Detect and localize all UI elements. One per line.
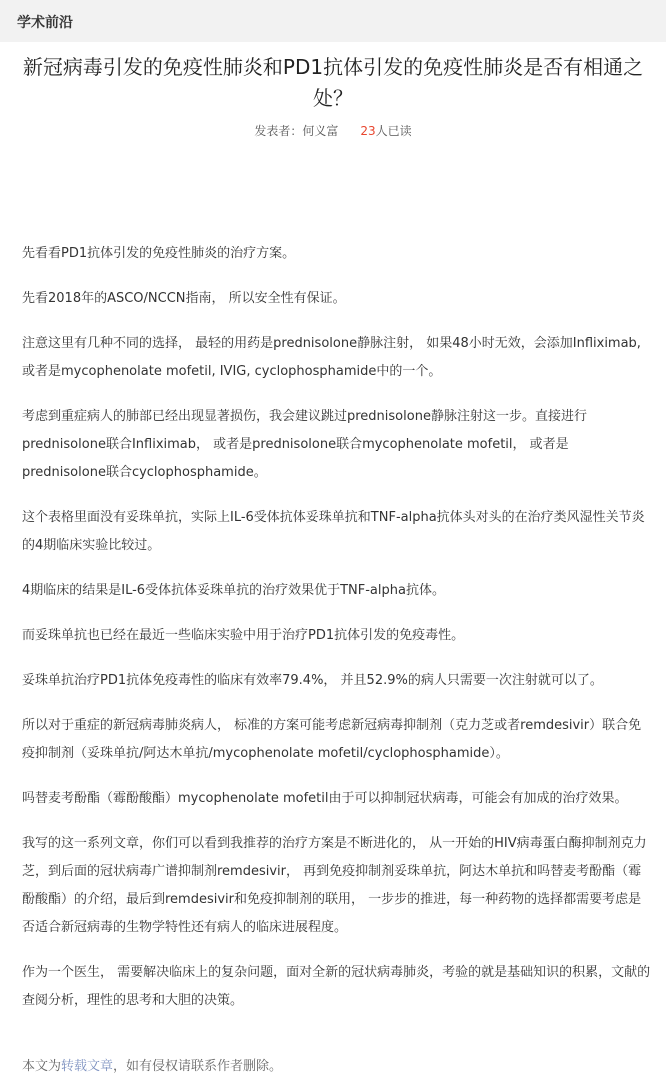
paragraph: 注意这里有几种不同的选择， 最轻的用药是prednisolone静脉注射， 如果48小时无效，会添加Infliximab, 或者是mycophenolate mofetil, IVIG, cyclophosphamide中的一个。 xyxy=(22,336,641,379)
reprint-label: 转载文章 xyxy=(61,1059,114,1074)
reprint-suffix: ，如有侵权请联系作者删除。 xyxy=(113,1059,283,1074)
paragraph: 这个表格里面没有妥珠单抗，实际上IL-6受体抗体妥珠单抗和TNF-alpha抗体头对头的在治疗类风湿性关节炎的4期临床实验比较过。 xyxy=(22,510,645,553)
author-name[interactable]: 何义富 xyxy=(302,124,339,138)
paragraph: 先看2018年的ASCO/NCCN指南， 所以安全性有保证。 xyxy=(22,291,346,306)
reprint-prefix: 本文为 xyxy=(22,1059,62,1074)
read-count-suffix: 人已读 xyxy=(375,124,412,138)
paragraph: 所以对于重症的新冠病毒肺炎病人， 标准的方案可能考虑新冠病毒抑制剂（克力芝或者remdesivir）联合免疫抑制剂（妥珠单抗/阿达木单抗/mycophenolate mofetil/cyclophosphamide）。 xyxy=(22,718,642,761)
section-label: 学术前沿 xyxy=(17,15,73,31)
article-body xyxy=(22,240,652,1032)
paragraph: 我写的这一系列文章，你们可以看到我推荐的治疗方案是不断进化的， 从一开始的HIV病毒蛋白酶抑制剂克力芝，到后面的冠状病毒广谱抑制剂remdesivir， 再到免疫抑制剂妥珠单抗，阿达木单抗和吗替麦考酚酯（霉酚酸酯）的介绍，最后到remdesivir和免疫抑制剂的联用， 一步步的推进，每一种药物的选择都需要考虑是否适合新冠病毒的生物学特性还有病人的临床进展程度。 xyxy=(22,836,647,935)
reprint-notice xyxy=(22,1055,282,1074)
paragraph: 考虑到重症病人的肺部已经出现显著损伤，我会建议跳过prednisolone静脉注射这一步。直接进行prednisolone联合Infliximab， 或者是prednisolone联合mycophenolate mofetil， 或者是prednisolone联合cyclophosphamide。 xyxy=(22,409,587,480)
author-info xyxy=(254,124,338,138)
paragraph: 先看看PD1抗体引发的免疫性肺炎的治疗方案。 xyxy=(22,246,296,261)
paragraph: 作为一个医生， 需要解决临床上的复杂问题，面对全新的冠状病毒肺炎，考验的就是基础知识的积累，文献的查阅分析，理性的思考和大胆的决策。 xyxy=(22,965,651,1008)
paragraph: 吗替麦考酚酯（霉酚酸酯）mycophenolate mofetil由于可以抑制冠状病毒，可能会有加成的治疗效果。 xyxy=(22,791,628,806)
read-count: 23 xyxy=(360,124,376,138)
read-count-info xyxy=(360,124,411,138)
section-header-bar xyxy=(0,0,666,42)
paragraph: 妥珠单抗治疗PD1抗体免疫毒性的临床有效率79.4%， 并且52.9%的病人只需要一次注射就可以了。 xyxy=(22,673,603,688)
author-label: 发表者： xyxy=(254,124,303,138)
article-title: 新冠病毒引发的免疫性肺炎和PD1抗体引发的免疫性肺炎是否有相通之处？ xyxy=(22,55,644,110)
article-meta xyxy=(0,122,666,139)
paragraph: 4期临床的结果是IL-6受体抗体妥珠单抗的治疗效果优于TNF-alpha抗体。 xyxy=(22,583,445,598)
paragraph: 而妥珠单抗也已经在最近一些临床实验中用于治疗PD1抗体引发的免疫毒性。 xyxy=(22,628,465,643)
